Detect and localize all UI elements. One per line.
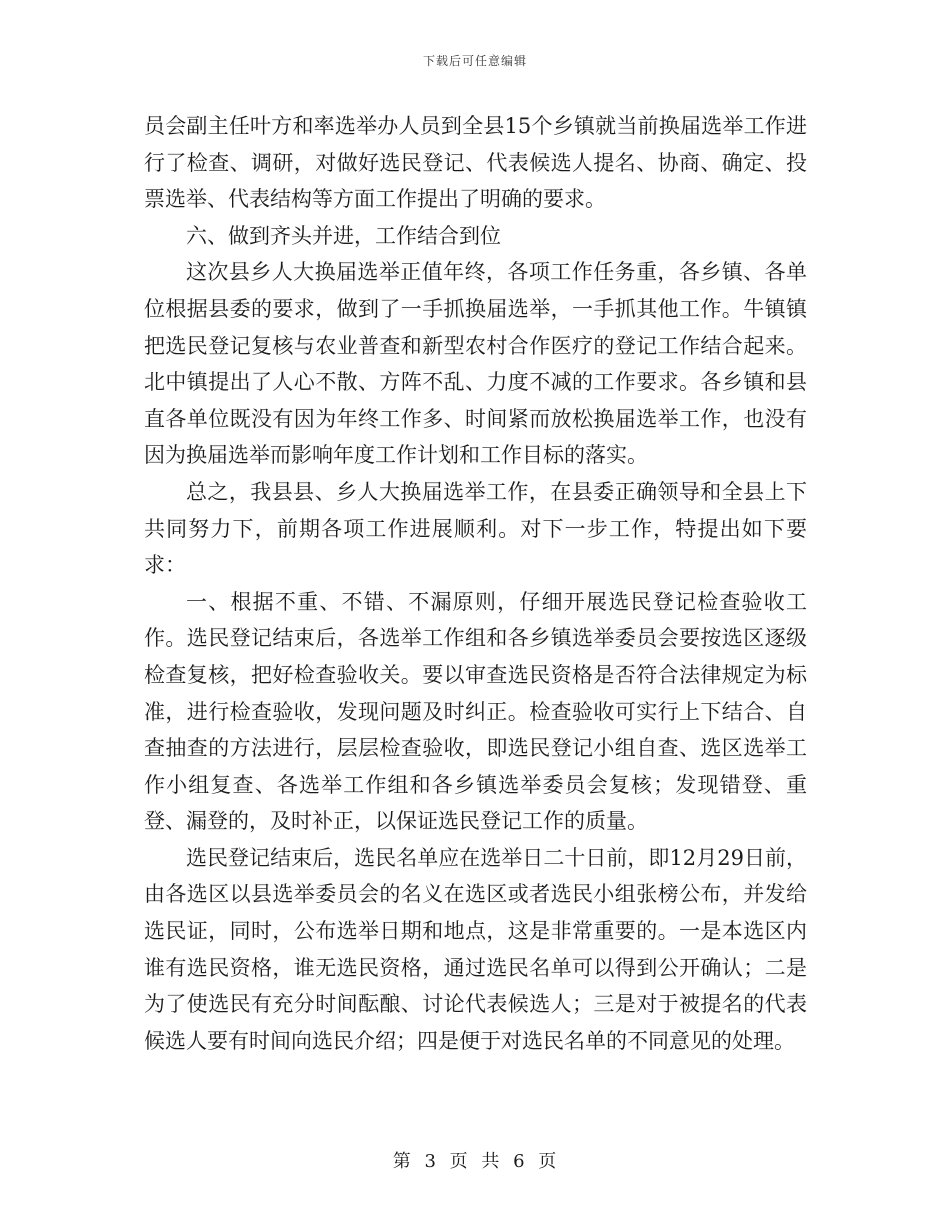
document-body	[144, 108, 807, 1059]
paragraph: 总之，我县县、乡人大换届选举工作，在县委正确领导和全县上下共同努力下，前期各项工作进展顺利。对下一步工作，特提出如下要求：	[144, 479, 807, 578]
paragraph: 一、根据不重、不错、不漏原则，仔细开展选民登记检查验收工作。选民登记结束后，各选举工作组和各乡镇选举委员会要按选区逐级检查复核，把好检查验收关。要以审查选民资格是否符合法律规定为标准，进行检查验收，发现问题及时纠正。检查验收可实行上下结合、自查抽查的方法进行，层层检查验收，即选民登记小组自查、选区选举工作小组复查、各选举工作组和各乡镇选举委员会复核；发现错登、重登、漏登的，及时补正，以保证选民登记工作的质量。	[144, 589, 807, 834]
page-header-note: 下载后可任意编辑	[422, 54, 527, 68]
paragraph: 选民登记结束后，选民名单应在选举日二十日前，即12月29日前，由各选区以县选举委员会的名义在选区或者选民小组张榜公布，并发给选民证，同时，公布选举日期和地点，这是非常重要的。一是本选区内谁有选民资格，谁无选民资格，通过选民名单可以得到公开确认；二是为了使选民有充分时间酝酿、讨论代表候选人；三是对于被提名的代表候选人要有时间向选民介绍；四是便于对选民名单的不同意见的处理。	[144, 845, 807, 1053]
section-heading: 六、做到齐头并进，工作结合到位	[186, 223, 501, 248]
paragraph: 这次县乡人大换届选举正值年终，各项工作任务重，各乡镇、各单位根据县委的要求，做到了一手抓换届选举，一手抓其他工作。牛镇镇把选民登记复核与农业普查和新型农村合作医疗的登记工作结合起来。北中镇提出了人心不散、方阵不乱、力度不减的工作要求。各乡镇和县直各单位既没有因为年终工作多、时间紧而放松换届选举工作，也没有因为换届选举而影响年度工作计划和工作目标的落实。	[144, 260, 807, 468]
page-number-footer: 第 3 页 共 6 页	[392, 1151, 558, 1172]
paragraph: 员会副主任叶方和率选举办人员到全县15个乡镇就当前换届选举工作进行了检查、调研，对做好选民登记、代表候选人提名、协商、确定、投票选举、代表结构等方面工作提出了明确的要求。	[144, 114, 807, 212]
